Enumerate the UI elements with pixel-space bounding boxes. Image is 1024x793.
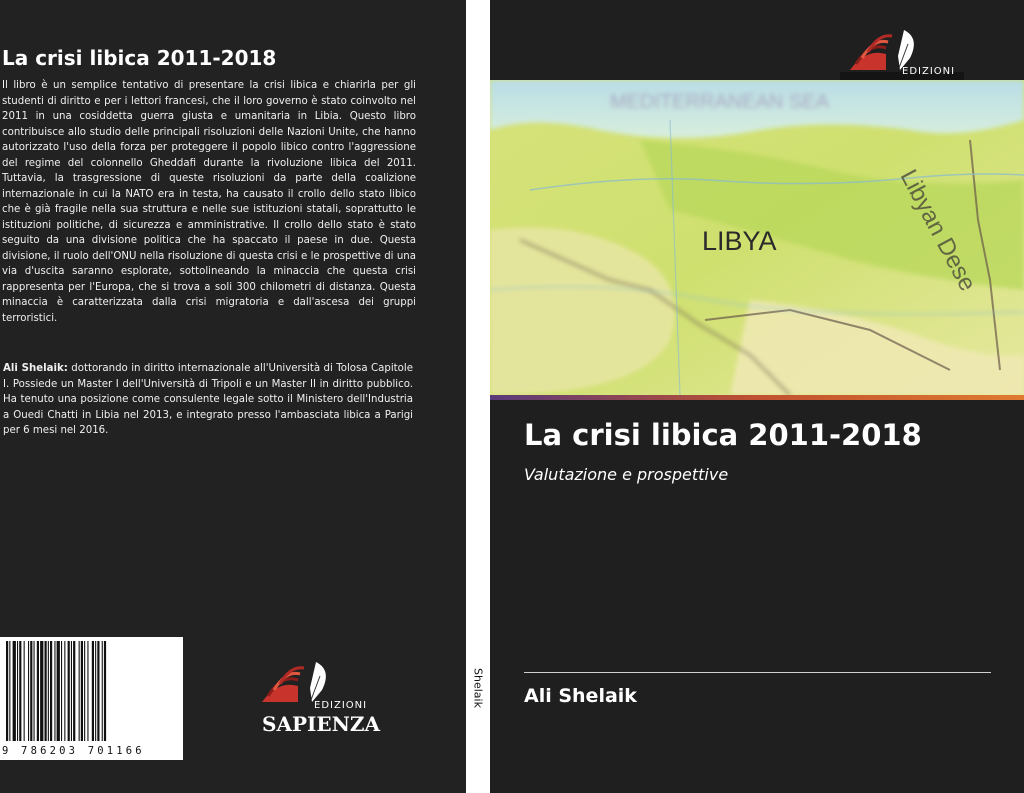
publisher-edizioni: EDIZIONI <box>902 66 956 77</box>
divider-line <box>524 672 991 673</box>
publisher-sapienza: SAPIENZA <box>262 712 380 736</box>
author-bio-name: Ali Shelaik: <box>3 363 68 374</box>
isbn-number: 9 786203 701166 <box>2 745 145 757</box>
front-cover-author: Ali Shelaik <box>524 685 637 707</box>
publisher-logo-back <box>258 660 382 738</box>
map-accent-stripe <box>490 395 1024 400</box>
author-bio-text: dottorando in diritto internazionale all'Università di Tolosa Capitole I. Possiede un Master I dell'Università di Tripoli e un Master II in diritto pubblico. Ha tenuto una posizione come consulente legale sotto il Ministero dell'Industria a Ouedi Chatti in Libia nel 2013, e integrato presso l'ambasciata libica a Parigi per 6 mesi nel 2016. <box>3 363 414 436</box>
barcode <box>0 637 183 760</box>
barcode-icon <box>4 641 180 741</box>
author-bio <box>3 361 413 439</box>
back-cover-description: Il libro è un semplice tentativo di presentare la crisi libica e chiarirla per gli studenti di diritto e per i lettori francesi, che il loro governo è stato coinvolto nel 2011 in una cosiddetta guerra giusta e umanitaria in Libia. Questo libro contribuisce allo studio delle principali risoluzioni delle Nazioni Unite, che hanno autorizzato l'uso della forza per proteggere il popolo libico contro l'aggressione del regime del colonnello Gheddafi durante la rivoluzione libica del 2011. Tuttavia, la trasgressione di queste risoluzioni da parte della coalizione internazionale in cui la NATO era in testa, ha causato il crollo dello stato libico che è già fragile nella sua struttura e nelle sue istituzioni statali, soprattutto le istituzioni politiche, di sicurezza e amministrative. Il crollo dello stato è stato seguito da una divisione politica che ha spaccato il paese in due. Questa divisione, il ruolo dell'ONU nella risoluzione di questa crisi e le prospettive di una via d'uscita saranno esplorate, sottolineando la minaccia che questa crisi rappresenta per l'Europa, che si trova a soli 300 chilometri di distanza. Questa minaccia è caratterizzata dalla crisi migratoria e dall'ascesa dei gruppi terroristici. <box>2 80 416 324</box>
cover-map-image <box>490 80 1024 395</box>
map-illustration <box>490 80 1024 395</box>
front-cover-subtitle: Valutazione e prospettive <box>524 465 729 484</box>
spine-author: Shelaik <box>471 668 485 708</box>
svg-text:MEDITERRANEAN SEA: MEDITERRANEAN SEA <box>610 91 829 113</box>
publisher-edizioni: EDIZIONI <box>314 700 368 711</box>
map-label-desert: Libyan Dese <box>894 165 982 296</box>
back-cover-title: La crisi libica 2011-2018 <box>2 46 277 70</box>
front-cover-title: La crisi libica 2011-2018 <box>524 418 922 452</box>
map-label-libya: LIBYA <box>702 226 777 256</box>
